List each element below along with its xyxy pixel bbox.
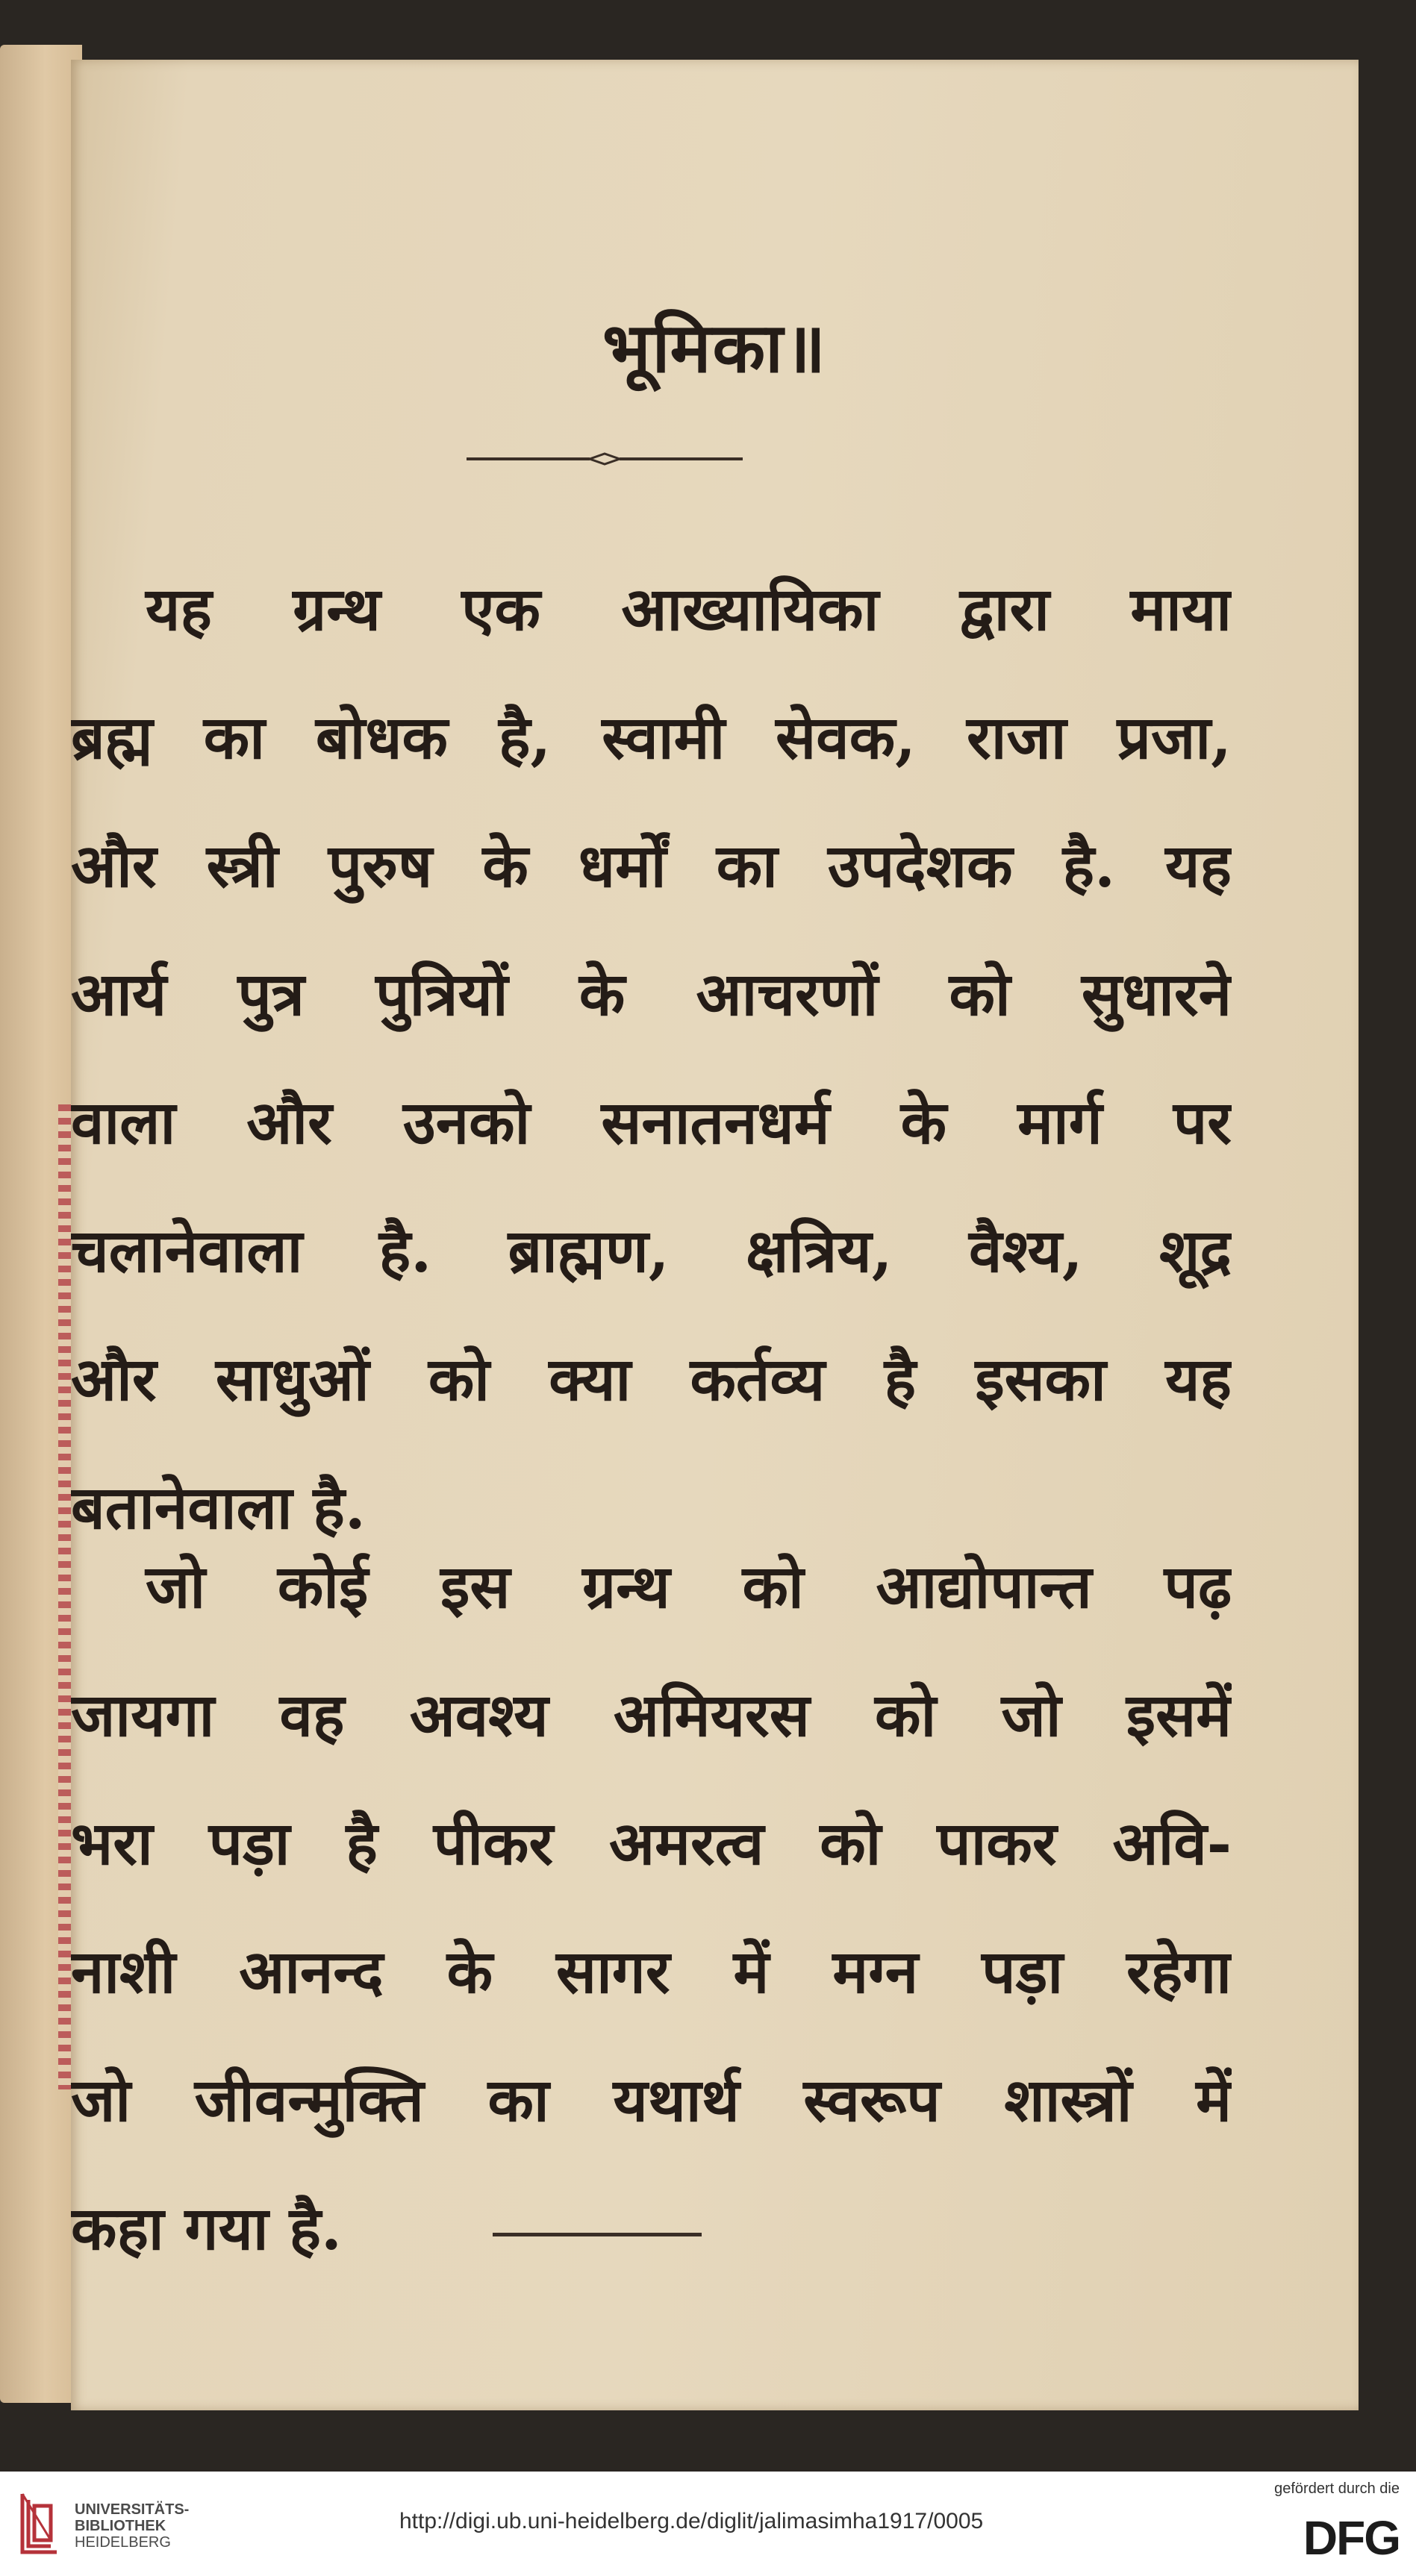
paragraph-line: जो कोई इस ग्रन्थ को आद्योपान्त पढ़ — [146, 1551, 1232, 1622]
paragraph-line: जो जीवन्मुक्ति का यथार्थ स्वरूप शास्त्रों में — [71, 2065, 1232, 2135]
funding-note: gefördert durch die — [1274, 2480, 1400, 2497]
paragraph-line: और साधुओं को क्या कर्तव्य है इसका यह — [71, 1344, 1232, 1414]
paragraph-line: बतानेवाला है. — [71, 1472, 366, 1542]
page-url[interactable]: http://digi.ub.uni-heidelberg.de/diglit/jalimasimha1917/0005 — [399, 2509, 984, 2533]
paragraph-line: कहा गया है. — [71, 2193, 342, 2263]
page-text — [71, 60, 1359, 2410]
page-title: भूमिका॥ — [602, 308, 828, 388]
paragraph-line: जायगा वह अवश्य अमियरस को जो इसमें — [71, 1680, 1232, 1750]
paragraph-line: और स्त्री पुरुष के धर्मों का उपदेशक है. यह — [71, 831, 1232, 901]
paragraph-line: वाला और उनको सनातनधर्म के मार्ग पर — [71, 1087, 1232, 1157]
library-name-line: UNIVERSITÄTS- — [75, 2501, 190, 2518]
paragraph-1 — [71, 545, 1232, 1572]
library-name-line: HEIDELBERG — [75, 2534, 171, 2551]
book-page — [71, 60, 1359, 2410]
title-ornament — [467, 451, 743, 466]
paragraph-2 — [71, 1522, 1232, 2292]
paragraph-line: नाशी आनन्द के सागर में मग्न पड़ा रहेगा — [71, 1936, 1232, 2007]
paragraph-line: भरा पड़ा है पीकर अमरत्व को पाकर अवि- — [71, 1808, 1232, 1878]
library-name[interactable] — [75, 2501, 189, 2551]
paragraph-line: यह ग्रन्थ एक आख्यायिका द्वारा माया — [146, 574, 1232, 644]
paragraph-line: आर्य पुत्र पुत्रियों के आचरणों को सुधारने — [71, 959, 1232, 1029]
viewer-footer — [0, 2472, 1416, 2576]
paragraph-line: ब्रह्म का बोधक है, स्वामी सेवक, राजा प्रजा, — [71, 702, 1232, 772]
end-rule — [493, 2233, 702, 2236]
library-name-line: BIBLIOTHEK — [75, 2518, 166, 2534]
library-logo-icon[interactable] — [16, 2488, 63, 2558]
dfg-logo[interactable]: DFG — [1303, 2511, 1400, 2565]
paragraph-line: चलानेवाला है. ब्राह्मण, क्षत्रिय, वैश्य, शूद्र — [71, 1216, 1232, 1286]
